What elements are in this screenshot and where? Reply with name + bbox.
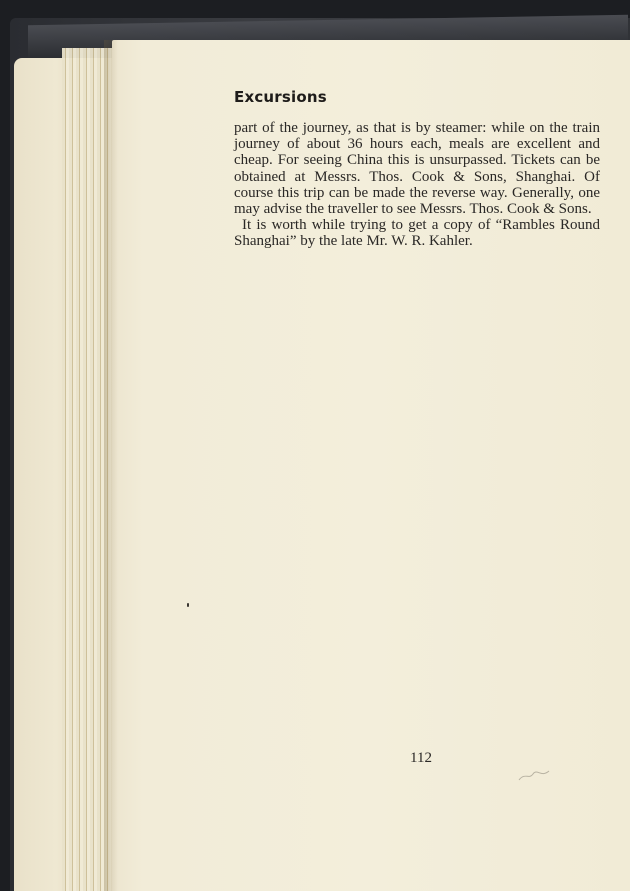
pencil-mark [517,768,551,782]
paragraph-1: part of the journey, as that is by steamer: while on the train journey of about 36 hours each, meals are excellent and cheap. For seeing China this is unsurpassed. Tickets can be obtained at Messrs. Thos. Cook & Sons, Shanghai. Of course this trip can be made the reverse way. Generally, one may advise the traveller to see Messrs. Thos. Cook & Sons. [234,120,600,218]
paper-speck [187,603,189,607]
page-body [234,120,600,250]
paragraph-2: It is worth while trying to get a copy of “Rambles Round Shanghai” by the late Mr. W. R. Kahler. [234,217,600,250]
page-gutter-shadow [104,40,118,891]
book-page [112,40,630,891]
page-heading: Excursions [234,88,327,106]
page-number: 112 [410,750,432,766]
